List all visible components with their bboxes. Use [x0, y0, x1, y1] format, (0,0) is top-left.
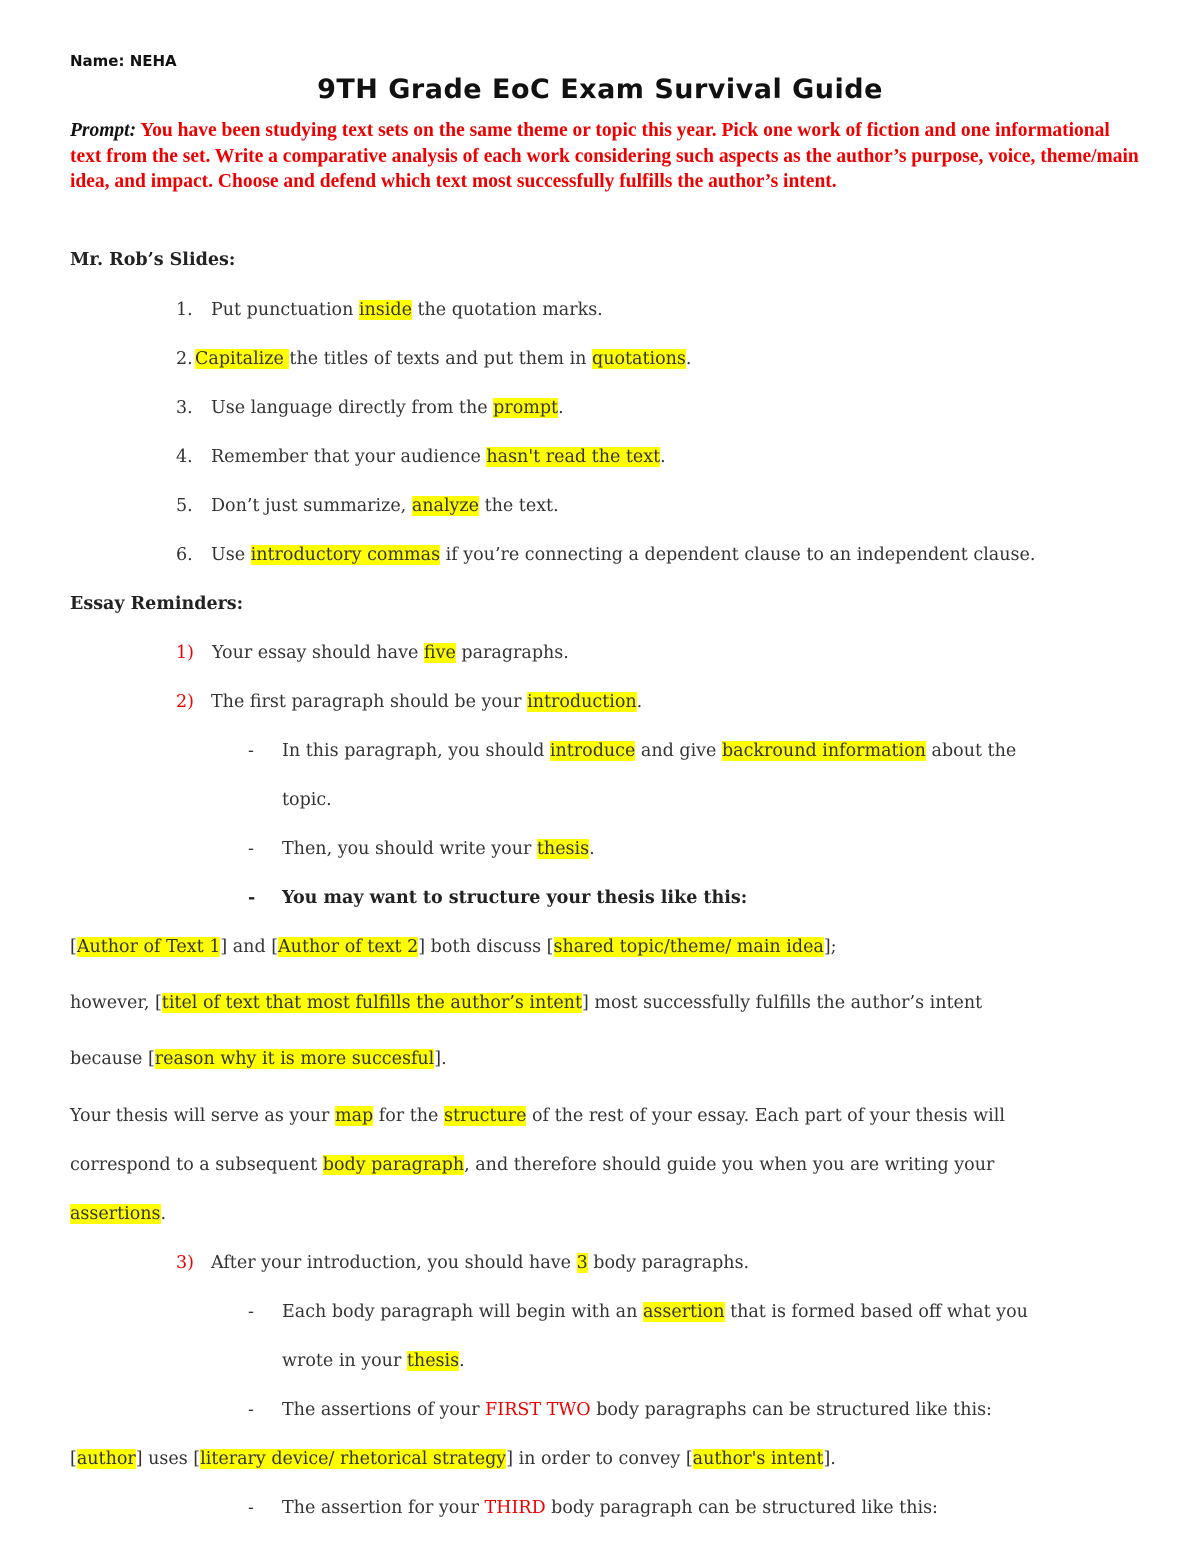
text-run: .	[660, 447, 666, 467]
text-run: .	[685, 349, 692, 369]
text-run: ] in order to convey [	[506, 1449, 693, 1469]
list-number: 2)	[176, 692, 194, 712]
list-text	[211, 1253, 749, 1273]
list-number: 1.	[176, 300, 193, 320]
text-run: ].	[434, 1049, 447, 1069]
highlight: titel of text that most fulfills the author’s intent	[161, 993, 582, 1013]
text-run: [	[70, 1449, 77, 1469]
list-text	[212, 643, 569, 663]
list-number: 5.	[176, 496, 193, 516]
text-run: Your essay should have	[212, 643, 424, 663]
highlight: author's intent	[692, 1449, 824, 1469]
bullet-dash: -	[248, 741, 254, 761]
text-run: After your introduction, you should have	[211, 1253, 577, 1273]
text-run: ] uses [	[135, 1449, 201, 1469]
text-run: if you’re connecting a dependent clause to an independent clause.	[440, 545, 1036, 565]
bullet-dash: -	[248, 888, 256, 908]
thesis-template-line	[70, 993, 982, 1013]
bullet-dash: -	[248, 1498, 254, 1518]
sub-bullet-continuation: topic.	[282, 790, 332, 810]
text-run: , and therefore should guide you when you are writing your	[464, 1155, 995, 1175]
sub-bullet-text: You may want to structure your thesis like this:	[282, 888, 748, 908]
prompt-text: You have been studying text sets on the same theme or topic this year. Pick one work of fiction and one informational text from the set. Write a comparative analysis of each work considering such aspects as the author’s purpose, voice, theme/main idea, and impact. Choose and defend which text most successfully fulfills the author’s intent.	[70, 120, 1139, 193]
text-run: Remember that your audience	[211, 447, 487, 467]
highlight: prompt	[493, 398, 559, 418]
highlight: author	[76, 1449, 136, 1469]
text-run: The first paragraph should be your	[211, 692, 528, 712]
text-run: Use	[211, 545, 251, 565]
text-run: however, [	[70, 993, 162, 1013]
text-run: because [	[70, 1049, 155, 1069]
highlight: Capitalize	[195, 349, 290, 369]
list-number: 2.	[176, 349, 193, 369]
text-run: correspond to a subsequent	[70, 1155, 323, 1175]
highlight: hasn't read the text	[486, 447, 661, 467]
text-run: paragraphs.	[455, 643, 569, 663]
sub-bullet-text	[282, 839, 595, 859]
list-text	[211, 692, 642, 712]
highlight: backround information	[721, 741, 926, 761]
text-run: [	[70, 937, 77, 957]
assertion-template-line	[70, 1449, 836, 1469]
paragraph-line	[70, 1106, 1005, 1126]
highlight: inside	[358, 300, 412, 320]
text-run: Your thesis will serve as your	[70, 1106, 335, 1126]
text-run: Each body paragraph will begin with an	[282, 1302, 643, 1322]
text-run: .	[589, 839, 595, 859]
text-run: .	[160, 1204, 167, 1224]
text-run: of the rest of your essay. Each part of your thesis will	[526, 1106, 1005, 1126]
highlight: assertion	[642, 1302, 725, 1322]
highlight: structure	[443, 1106, 527, 1126]
highlight: literary device/ rhetorical strategy	[200, 1449, 507, 1469]
text-run: ].	[823, 1449, 836, 1469]
text-run: ] most successfully fulfills the author’s intent	[581, 993, 983, 1013]
list-number: 1)	[176, 643, 194, 663]
page-title: 9TH Grade EoC Exam Survival Guide	[317, 74, 883, 105]
text-run: about the	[925, 741, 1017, 761]
highlight: body paragraph	[322, 1155, 465, 1175]
red-emphasis: FIRST TWO	[485, 1400, 591, 1420]
highlight: five	[423, 643, 456, 663]
text-run: .	[636, 692, 643, 712]
list-number: 6.	[176, 545, 193, 565]
bullet-dash: -	[248, 839, 254, 859]
highlight: reason why it is more succesful	[154, 1049, 435, 1069]
highlight: map	[335, 1106, 374, 1126]
highlight: Author of Text 1	[76, 937, 221, 957]
list-text	[211, 300, 603, 320]
highlight: assertions	[70, 1204, 161, 1224]
text-run: that is formed based off what you	[724, 1302, 1028, 1322]
bullet-dash: -	[248, 1302, 254, 1322]
highlight: shared topic/theme/ main idea	[553, 937, 824, 957]
text-run: and give	[635, 741, 722, 761]
list-text	[211, 447, 666, 467]
prompt-label: Prompt:	[70, 120, 137, 141]
text-run: The assertion for your	[282, 1498, 485, 1518]
highlight: introductory commas	[250, 545, 441, 565]
text-run: Put punctuation	[211, 300, 359, 320]
paragraph-line	[70, 1204, 166, 1224]
paragraph-line	[70, 1155, 994, 1175]
student-name: Name: NEHA	[70, 52, 177, 70]
text-run: the text.	[479, 496, 559, 516]
text-run: the titles of texts and put them in	[289, 349, 592, 369]
text-run: body paragraphs can be structured like this:	[590, 1400, 992, 1420]
text-run: wrote in your	[282, 1351, 407, 1371]
bullet-dash: -	[248, 1400, 254, 1420]
text-run: Then, you should write your	[282, 839, 537, 859]
text-run: body paragraphs.	[587, 1253, 750, 1273]
highlight: analyze	[411, 496, 480, 516]
thesis-template-line	[70, 937, 837, 957]
text-run: Use language directly from the	[211, 398, 494, 418]
thesis-template-line	[70, 1049, 447, 1069]
list-text	[195, 349, 691, 369]
highlight: 3	[576, 1253, 588, 1273]
text-run: The assertions of your	[282, 1400, 486, 1420]
list-text	[211, 496, 559, 516]
sub-bullet-text	[282, 1498, 938, 1518]
list-number: 4.	[176, 447, 193, 467]
text-run: ] both discuss [	[418, 937, 554, 957]
text-run: ] and [	[220, 937, 279, 957]
highlight: thesis	[406, 1351, 460, 1371]
text-run: the quotation marks.	[411, 300, 603, 320]
sub-bullet-continuation	[282, 1351, 465, 1371]
essay-heading: Essay Reminders:	[70, 594, 244, 614]
red-emphasis: THIRD	[484, 1498, 546, 1518]
text-run: Don’t just summarize,	[211, 496, 412, 516]
list-number: 3.	[176, 398, 193, 418]
list-number: 3)	[176, 1253, 194, 1273]
text-run: In this paragraph, you should	[282, 741, 550, 761]
sub-bullet-text	[282, 1302, 1028, 1322]
text-run: ];	[823, 937, 837, 957]
highlight: thesis	[536, 839, 590, 859]
highlight: quotations	[592, 349, 686, 369]
list-text	[211, 545, 1035, 565]
list-text	[211, 398, 564, 418]
text-run: body paragraph can be structured like this:	[545, 1498, 938, 1518]
text-run: .	[558, 398, 564, 418]
prompt-block	[70, 118, 1140, 195]
slides-heading: Mr. Rob’s Slides:	[70, 250, 236, 270]
sub-bullet-text	[282, 1400, 992, 1420]
highlight: introduce	[549, 741, 636, 761]
text-run: for the	[373, 1106, 444, 1126]
sub-bullet-text	[282, 741, 1016, 761]
highlight: introduction	[527, 692, 637, 712]
highlight: Author of text 2	[278, 937, 419, 957]
text-run: .	[459, 1351, 465, 1371]
